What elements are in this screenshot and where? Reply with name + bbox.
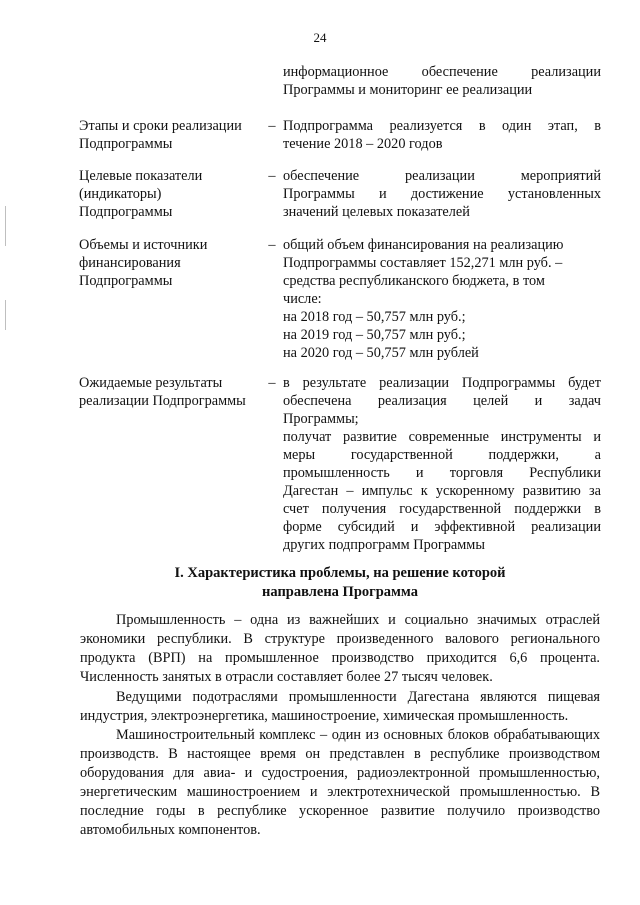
scan-mark xyxy=(5,206,6,246)
body-paragraph: Машиностроительный комплекс – один из основных блоков обрабатывающих производств. В настоящее время он представлен в республике производством оборудования для авиа- и судостроения, радиоэлектронной промышленностью, энергетическим машиностроением и электротехнической промышленностью. В последние годы в республике ускоренное развитие получило производство автомобильных компонентов. xyxy=(80,727,600,838)
page-number: 24 xyxy=(313,30,327,45)
body-paragraph: Ведущими подотраслями промышленности Дагестана являются пищевая индустрия, электроэнергетика, машиностроение, химическая промышленность. xyxy=(80,689,600,724)
value-line: информационное обеспечение реализации xyxy=(283,64,601,80)
body-paragraph: Промышленность – одна из важнейших и социально значимых отраслей экономики республики. В структуре произведенного валового регионального продукта (ВРП) на промышленное производство приходится 6,6 процента. Численность занятых в отрасли составляет более 27 тысяч человек. xyxy=(80,612,600,685)
row-dash: – xyxy=(268,237,276,253)
passport-row-continuation xyxy=(79,63,601,99)
row-label: Этапы и сроки реализации Подпрограммы xyxy=(79,118,242,152)
row-dash: – xyxy=(268,118,276,134)
row-value: общий объем финансирования на реализацию Подпрограммы составляет 152,271 млн руб. – средства республиканского бюджета, в том числе: на 2018 год – 50,757 млн руб.; на 2019 год – 50,757 млн руб.; на 2020 год – 50,757 млн рублей xyxy=(283,237,564,361)
passport-row-stages xyxy=(79,117,601,153)
scan-mark xyxy=(5,300,6,330)
row-dash: – xyxy=(268,168,276,184)
row-label: Ожидаемые результаты реализации Подпрограммы xyxy=(79,375,246,409)
row-value: обеспечение реализации мероприятий Программы и достижение установленных значений целевых показателей xyxy=(283,168,601,220)
passport-row-results xyxy=(79,374,601,554)
row-label: Объемы и источники финансирования Подпрограммы xyxy=(79,237,208,289)
row-value: Подпрограмма реализуется в один этап, в течение 2018 – 2020 годов xyxy=(283,118,601,152)
row-label: Целевые показатели (индикаторы) Подпрограммы xyxy=(79,168,203,220)
passport-row-indicators xyxy=(79,167,601,221)
section-title: I. Характеристика проблемы, на решение которой направлена Программа xyxy=(174,565,506,600)
passport-row-funding xyxy=(79,236,601,362)
value-line: Программы и мониторинг ее реализации xyxy=(283,82,533,98)
row-value: в результате реализации Подпрограммы будет обеспечена реализация целей и задач Программы; получат развитие современные инструменты и меры государственной поддержки, а промышленность и торговля Республики Дагестан – импульс к ускоренному развитию за счет получения государственной поддержки в форме субсидий и эффективной реализации других подпрограмм Программы xyxy=(283,375,601,553)
row-dash: – xyxy=(268,375,276,391)
